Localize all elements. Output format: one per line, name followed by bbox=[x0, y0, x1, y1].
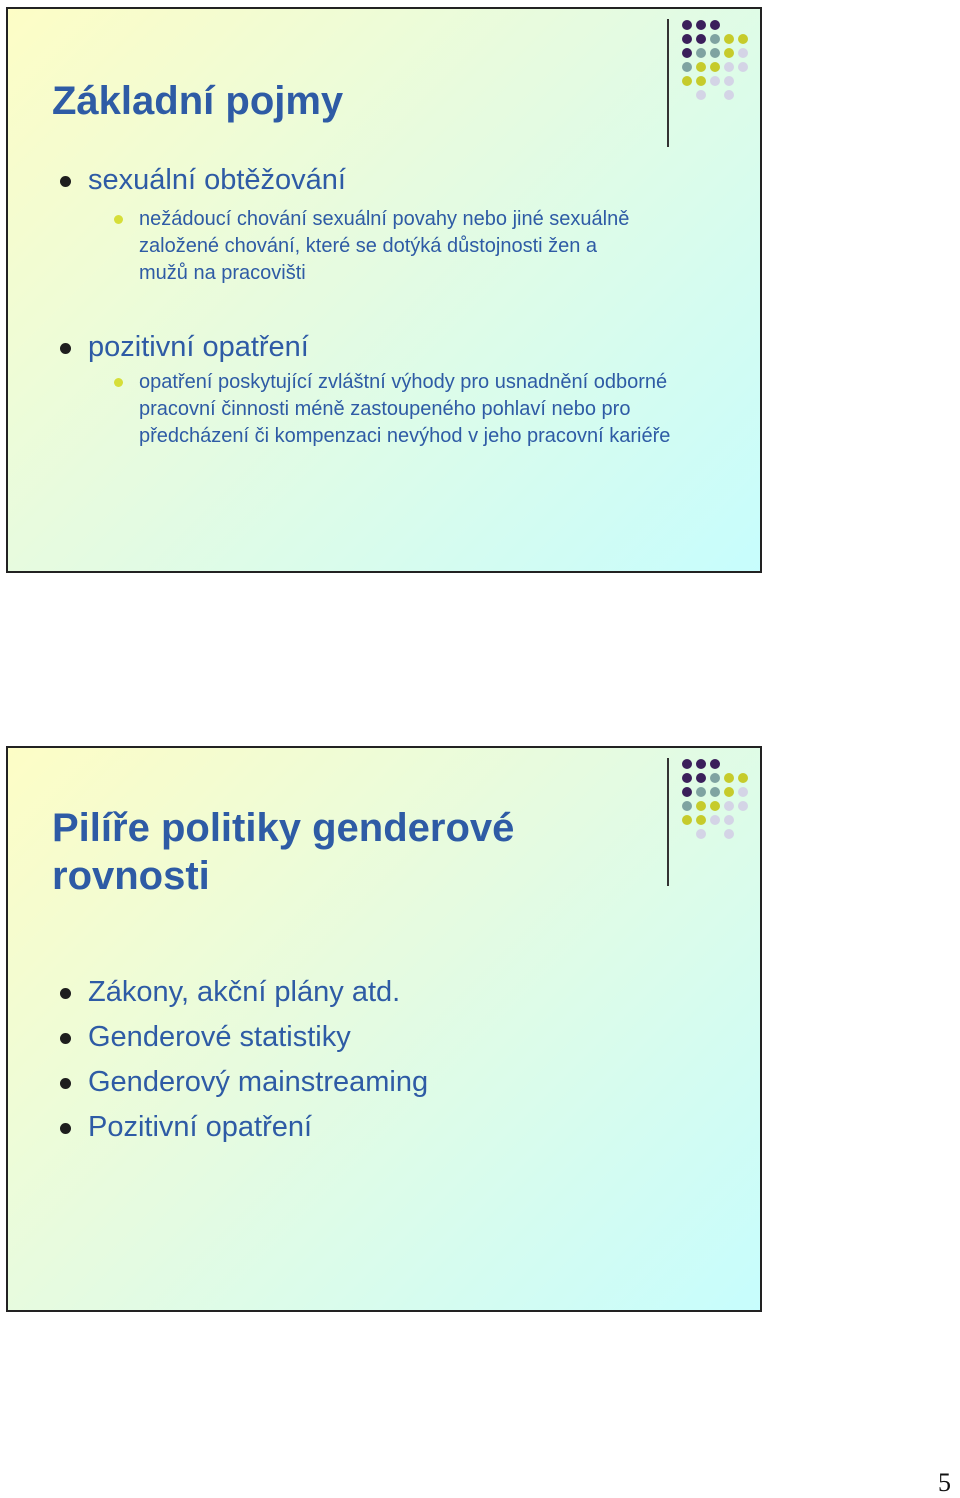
dot-ornament-dot bbox=[724, 34, 734, 44]
bullet-item bbox=[60, 329, 700, 450]
slide-title: Základní pojmy bbox=[52, 79, 344, 123]
dot-ornament-dot bbox=[710, 76, 720, 86]
dot-ornament-dot bbox=[696, 773, 706, 783]
dot-ornament-dot bbox=[724, 829, 734, 839]
dot-ornament-dot bbox=[696, 801, 706, 811]
dot-ornament-dot bbox=[682, 34, 692, 44]
dot-ornament-dot bbox=[710, 815, 720, 825]
dot-ornament-dot bbox=[710, 48, 720, 58]
dot-ornament-dot bbox=[738, 759, 748, 769]
dot-ornament-dot bbox=[738, 787, 748, 797]
divider-line bbox=[667, 19, 669, 147]
sub-bullet-text: nežádoucí chování sexuální povahy nebo jiné sexuálně založené chování, které se dotýká důstojnosti žen a mužů na pracovišti bbox=[139, 208, 630, 284]
bullet-list bbox=[60, 162, 700, 450]
dot-ornament-dot bbox=[724, 773, 734, 783]
dot-ornament-dot bbox=[696, 20, 706, 30]
dot-ornament-dot bbox=[682, 815, 692, 825]
dot-ornament-dot bbox=[696, 62, 706, 72]
sub-bullet-item bbox=[114, 206, 634, 287]
dot-ornament-dot bbox=[682, 773, 692, 783]
dot-ornament-dot bbox=[724, 801, 734, 811]
bullet-text: Genderový mainstreaming bbox=[88, 1066, 429, 1098]
dot-ornament-dot bbox=[710, 829, 720, 839]
dot-ornament-dot bbox=[710, 773, 720, 783]
dot-ornament-dot bbox=[710, 62, 720, 72]
dot-ornament-dot bbox=[682, 20, 692, 30]
dot-ornament-dot bbox=[724, 815, 734, 825]
dot-ornament-dot bbox=[696, 787, 706, 797]
bullet-item bbox=[60, 1019, 700, 1055]
dot-ornament-dot bbox=[724, 759, 734, 769]
sub-bullet-list bbox=[60, 369, 730, 450]
dot-ornament-dot bbox=[738, 801, 748, 811]
page-number: 5 bbox=[938, 1468, 951, 1497]
dot-ornament-dot bbox=[682, 76, 692, 86]
dot-ornament-dot bbox=[738, 90, 748, 100]
bullet-item bbox=[60, 974, 700, 1010]
bullet-item bbox=[60, 162, 700, 287]
slide-2 bbox=[6, 746, 762, 1312]
dot-ornament-dot bbox=[710, 759, 720, 769]
dot-ornament-dot bbox=[682, 759, 692, 769]
dot-ornament-dot bbox=[738, 773, 748, 783]
dot-ornament-dot bbox=[682, 90, 692, 100]
slide-title: Pilíře politiky genderové rovnosti bbox=[52, 806, 515, 898]
divider-line bbox=[667, 758, 669, 886]
dot-ornament-dot bbox=[696, 759, 706, 769]
dot-ornament-dot bbox=[710, 34, 720, 44]
bullet-list bbox=[60, 974, 700, 1145]
bullet-text: Genderové statistiky bbox=[88, 1021, 351, 1053]
dot-grid-ornament bbox=[682, 20, 748, 100]
dot-ornament-dot bbox=[696, 90, 706, 100]
bullet-text: Zákony, akční plány atd. bbox=[88, 976, 401, 1008]
bullet-item bbox=[60, 1109, 700, 1145]
dot-ornament-dot bbox=[738, 34, 748, 44]
bullet-text: sexuální obtěžování bbox=[88, 164, 346, 196]
dot-ornament-dot bbox=[738, 76, 748, 86]
dot-ornament-dot bbox=[738, 829, 748, 839]
sub-bullet-list bbox=[60, 206, 634, 287]
dot-ornament-dot bbox=[724, 787, 734, 797]
sub-bullet-text: opatření poskytující zvláštní výhody pro usnadnění odborné pracovní činnosti méně zastoupeného pohlaví nebo pro předcházení či kompenzaci nevýhod v jeho pracovní kariéře bbox=[139, 371, 671, 447]
dot-ornament-dot bbox=[738, 20, 748, 30]
dot-ornament-dot bbox=[696, 829, 706, 839]
bullet-item bbox=[60, 1064, 700, 1100]
dot-ornament-dot bbox=[710, 20, 720, 30]
dot-ornament-dot bbox=[724, 90, 734, 100]
dot-ornament-dot bbox=[682, 48, 692, 58]
dot-ornament-dot bbox=[682, 62, 692, 72]
dot-ornament-dot bbox=[682, 787, 692, 797]
dot-ornament-dot bbox=[710, 801, 720, 811]
dot-ornament-dot bbox=[710, 90, 720, 100]
dot-ornament-dot bbox=[738, 815, 748, 825]
dot-ornament-dot bbox=[696, 34, 706, 44]
bullet-text: Pozitivní opatření bbox=[88, 1111, 313, 1143]
dot-ornament-dot bbox=[696, 76, 706, 86]
dot-ornament-dot bbox=[696, 815, 706, 825]
sub-bullet-item bbox=[114, 369, 730, 450]
dot-ornament-dot bbox=[724, 62, 734, 72]
dot-ornament-dot bbox=[724, 48, 734, 58]
dot-ornament-dot bbox=[710, 787, 720, 797]
dot-ornament-dot bbox=[682, 829, 692, 839]
dot-ornament-dot bbox=[738, 62, 748, 72]
dot-ornament-dot bbox=[724, 20, 734, 30]
dot-ornament-dot bbox=[682, 801, 692, 811]
slide-1 bbox=[6, 7, 762, 573]
dot-ornament-dot bbox=[696, 48, 706, 58]
bullet-text: pozitivní opatření bbox=[88, 331, 309, 363]
dot-ornament-dot bbox=[738, 48, 748, 58]
dot-grid-ornament bbox=[682, 759, 748, 839]
dot-ornament-dot bbox=[724, 76, 734, 86]
